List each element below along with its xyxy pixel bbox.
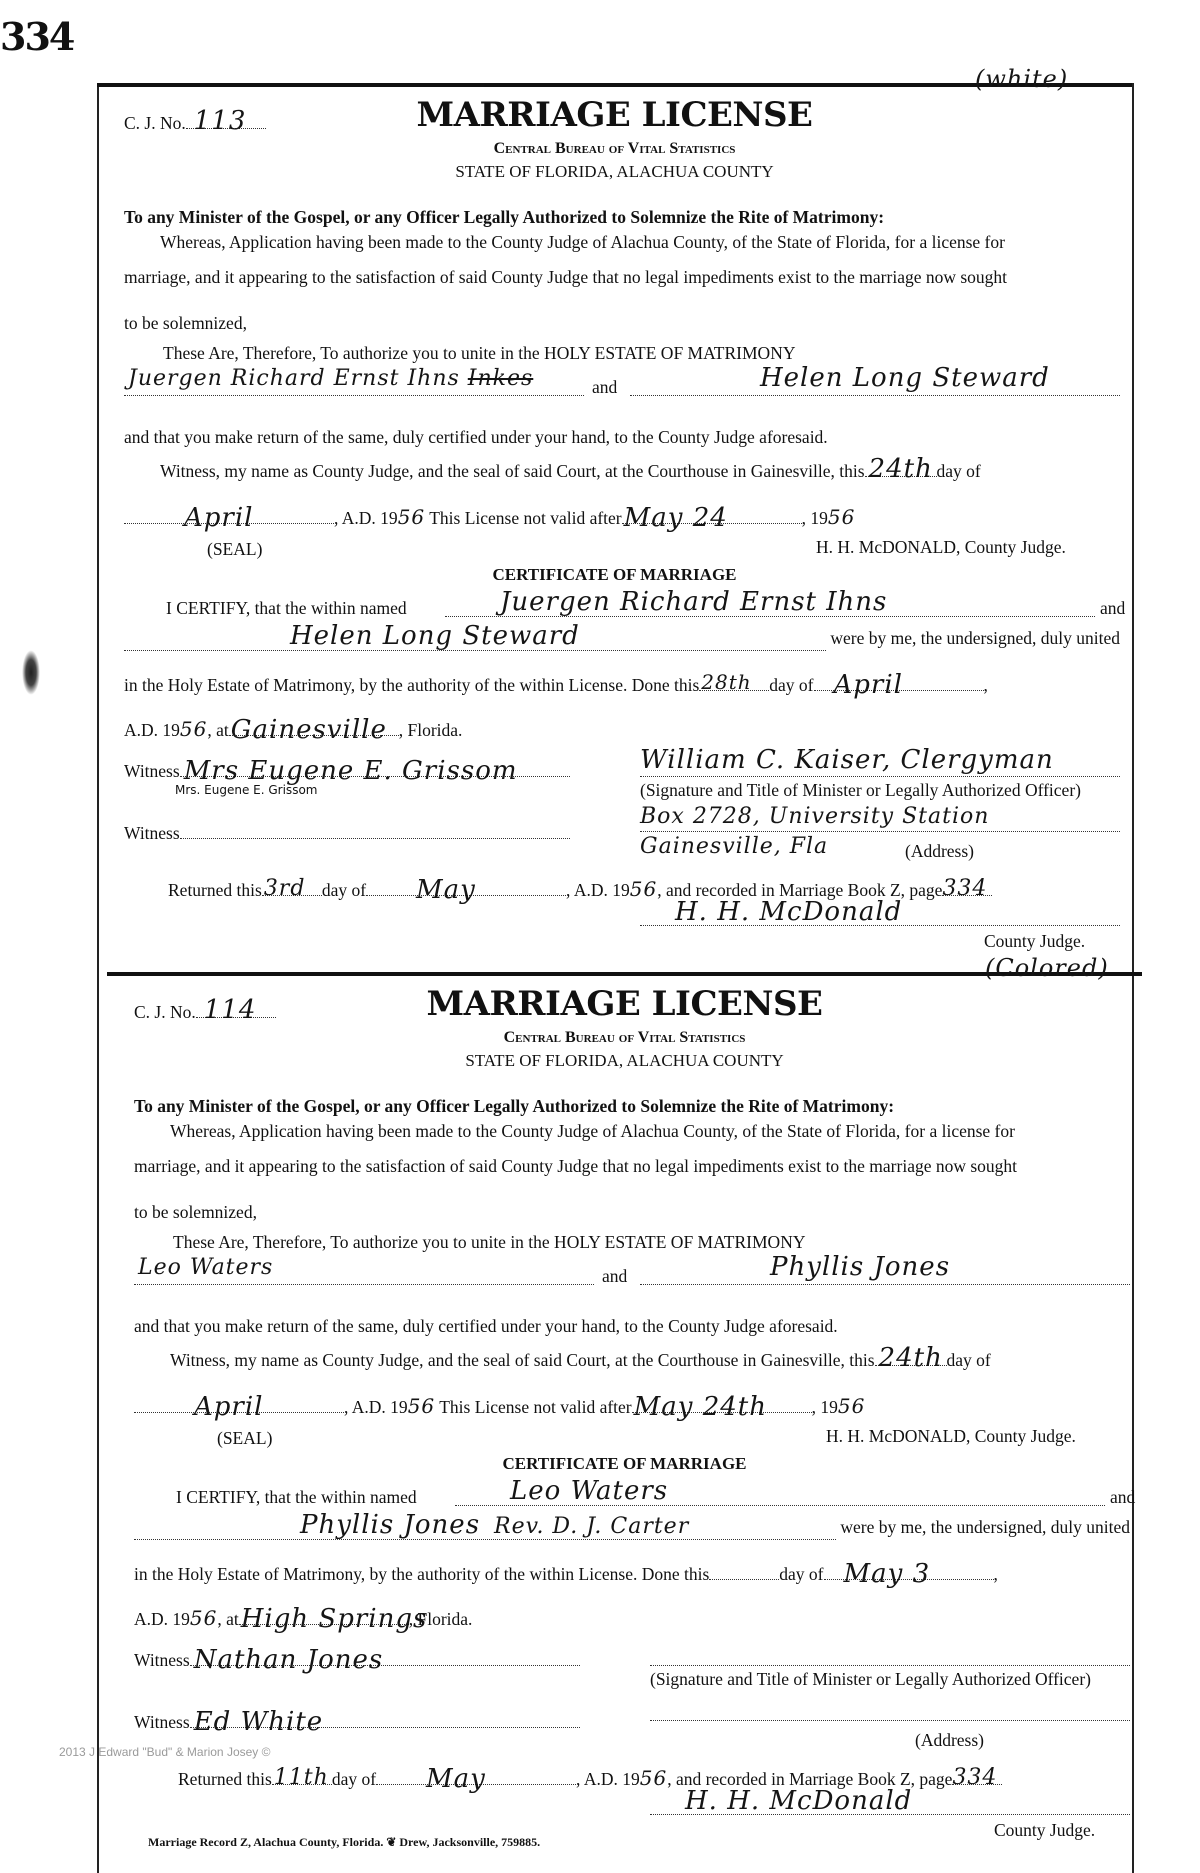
cert-bride-row xyxy=(134,1512,1130,1540)
place: Gainesville xyxy=(230,715,387,745)
and-label-2: and xyxy=(1110,1487,1136,1507)
form-footer: Marriage Record Z, Alachua County, Florida. ❦ Drew, Jacksonville, 759885. xyxy=(148,1835,541,1849)
returned-year: 56 xyxy=(629,877,658,901)
form-text: Returned this xyxy=(178,1769,272,1789)
state-county-line: STATE OF FLORIDA, ALACHUA COUNTY xyxy=(455,162,774,181)
whereas-line-3: to be solemnized, xyxy=(124,313,247,333)
book-page: 334 xyxy=(952,1765,998,1790)
bride-name: Helen Long Steward xyxy=(760,363,1050,393)
certificate-title: CERTIFICATE OF MARRIAGE xyxy=(502,1454,747,1473)
groom-name: Juergen Richard Ernst Ihns xyxy=(128,366,460,391)
place-line xyxy=(124,715,463,745)
form-text: , 19 xyxy=(801,508,828,528)
form-text: day of xyxy=(779,1564,824,1584)
returned-year: 56 xyxy=(639,1766,668,1790)
authorize-line: These Are, Therefore, To authorize you to unite in the HOLY ESTATE OF MATRIMONY xyxy=(163,343,796,363)
done-year: 56 xyxy=(189,1606,218,1630)
judge-printed-name: H. H. McDONALD, County Judge. xyxy=(826,1426,1076,1446)
fill-line xyxy=(709,1579,779,1580)
address-line xyxy=(640,831,1120,832)
seal-label: (SEAL) xyxy=(217,1428,273,1448)
judge-printed-name: H. H. McDONALD, County Judge. xyxy=(816,537,1066,557)
cert-groom-name: Leo Waters xyxy=(510,1476,669,1506)
race-note: (white) xyxy=(975,65,1069,93)
signature-caption: (Signature and Title of Minister or Legally Authorized Officer) xyxy=(650,1669,1091,1689)
book-page: 334 xyxy=(942,876,988,901)
valid-year: 56 xyxy=(827,505,856,529)
form-text: Witness xyxy=(124,823,180,843)
groom-row xyxy=(138,1256,281,1279)
judge-signature: H. H. McDonald xyxy=(685,1786,913,1816)
address-caption: (Address) xyxy=(915,1730,985,1750)
certificate-title: CERTIFICATE OF MARRIAGE xyxy=(492,565,737,584)
issue-month: April xyxy=(194,1392,264,1422)
witness-judge-line xyxy=(160,454,981,484)
valid-until: May 24 xyxy=(623,503,728,533)
witness-1-signature: Mrs Eugene E. Grissom xyxy=(183,756,518,786)
fill-line xyxy=(622,503,802,533)
bride-name: Phyllis Jones xyxy=(770,1252,951,1282)
form-text: A.D. 19 xyxy=(134,1609,190,1629)
witness-2-label xyxy=(124,823,570,843)
valid-year: 56 xyxy=(837,1394,866,1418)
bride-line xyxy=(640,1284,1130,1285)
cj-number: 113 xyxy=(193,106,247,136)
form-text: This License not valid after xyxy=(439,1397,632,1417)
officiant-inline: Rev. D. J. Carter xyxy=(494,1514,690,1539)
cert-groom-name: Juergen Richard Ernst Ihns xyxy=(500,587,888,617)
form-text: This License not valid after xyxy=(429,508,622,528)
cert-bride-line xyxy=(134,1512,836,1540)
form-text: , at xyxy=(207,720,229,740)
copyright-watermark: 2013 J Edward "Bud" & Marion Josey © xyxy=(59,1745,271,1759)
holy-estate-line: in the Holy Estate of Matrimony, by the authority of the within License. Done this 28th day of April , xyxy=(124,670,988,700)
form-text: Witness xyxy=(134,1650,190,1670)
groom-row xyxy=(128,367,533,390)
cert-bride-row xyxy=(124,623,1120,651)
groom-struck-name: Inkes xyxy=(467,366,534,391)
issue-day: 24th xyxy=(878,1343,943,1373)
race-note: (Colored) xyxy=(985,954,1109,982)
officiant-signature: William C. Kaiser, Clergyman xyxy=(640,745,1054,775)
seal-label: (SEAL) xyxy=(207,539,263,559)
cj-number: 114 xyxy=(203,995,257,1025)
form-text: , 19 xyxy=(811,1397,838,1417)
county-judge-label: County Judge. xyxy=(984,931,1086,951)
groom-name: Leo Waters xyxy=(138,1255,274,1280)
issue-year: 56 xyxy=(397,505,426,529)
form-text: , Florida. xyxy=(408,1609,473,1629)
form-text: , and recorded in Marriage Book Z, page xyxy=(657,880,943,900)
form-text: in the Holy Estate of Matrimony, by the authority of the within License. Done this xyxy=(124,675,700,695)
and-label: and xyxy=(592,377,618,397)
form-text: , Florida. xyxy=(398,720,463,740)
bride-line xyxy=(630,395,1120,396)
form-text: Witness xyxy=(124,761,180,781)
return-line: and that you make return of the same, duly certified under your hand, to the County Judge aforesaid. xyxy=(124,427,828,447)
form-text: C. J. No. xyxy=(124,113,186,133)
groom-line xyxy=(134,1284,594,1285)
witness-2-label xyxy=(134,1707,580,1737)
page-number: 334 xyxy=(0,14,74,59)
fill-line xyxy=(239,1604,428,1634)
form-text: Returned this xyxy=(168,880,262,900)
marriage-license-section xyxy=(10,954,1200,1862)
witness-1-signature: Nathan Jones xyxy=(193,1645,384,1675)
form-text: , A.D. 19 xyxy=(344,1397,408,1417)
form-text: A.D. 19 xyxy=(124,720,180,740)
fill-line xyxy=(124,503,334,533)
valid-until: May 24th xyxy=(633,1392,767,1422)
license-title: MARRIAGE LICENSE xyxy=(416,95,813,135)
witness-judge-line xyxy=(170,1343,991,1373)
whereas-line-2: marriage, and it appearing to the satisfaction of said County Judge that no legal impediments exist to the marriage now sought xyxy=(124,267,1008,287)
form-text: C. J. No. xyxy=(134,1002,196,1022)
place-line xyxy=(134,1604,473,1634)
done-month: April xyxy=(833,670,903,700)
certify-label: I CERTIFY, that the within named xyxy=(166,598,407,618)
officiant-address-2: Gainesville, Fla xyxy=(640,834,829,859)
witness-1-label xyxy=(124,756,570,786)
fill-line xyxy=(875,1343,947,1373)
fill-line xyxy=(942,876,992,901)
form-text: in the Holy Estate of Matrimony, by the authority of the within License. Done this xyxy=(134,1564,710,1584)
fill-line xyxy=(229,715,399,745)
signature-caption: (Signature and Title of Minister or Legally Authorized Officer) xyxy=(640,780,1081,800)
return-line: and that you make return of the same, duly certified under your hand, to the County Judge aforesaid. xyxy=(134,1316,838,1336)
judge-signature: H. H. McDonald xyxy=(675,897,903,927)
returned-month: May xyxy=(426,1764,486,1794)
cert-bride-line xyxy=(124,623,826,651)
whereas-line-2: marriage, and it appearing to the satisfaction of said County Judge that no legal impediments exist to the marriage now sought xyxy=(134,1156,1018,1176)
fill-line xyxy=(865,454,937,484)
form-text: day of xyxy=(321,880,367,900)
fill-line xyxy=(190,1645,580,1675)
form-text: , at xyxy=(217,1609,239,1629)
witness-2-signature: Ed White xyxy=(193,1707,324,1737)
done-year: 56 xyxy=(179,717,208,741)
address-caption: (Address) xyxy=(905,841,975,861)
fill-line xyxy=(262,876,322,901)
issue-month: April xyxy=(184,503,254,533)
officiant-signature-line xyxy=(650,1665,1130,1666)
cert-bride-name: Helen Long Steward xyxy=(290,621,580,651)
form-text: day of xyxy=(769,675,814,695)
fill-line xyxy=(376,1764,576,1794)
fill-line xyxy=(190,1707,580,1737)
fill-line xyxy=(366,875,566,905)
witness-1-label xyxy=(134,1645,580,1675)
fill-line xyxy=(180,838,570,839)
whereas-line-1: Whereas, Application having been made to the County Judge of Alachua County, of the State of Florida, for a license for xyxy=(160,232,1005,252)
cert-bride-name: Phyllis Jones xyxy=(300,1510,481,1540)
bureau-line: Central Bureau of Vital Statistics xyxy=(503,1029,746,1046)
address-line xyxy=(650,1720,1130,1721)
witness-1-printed: Mrs. Eugene E. Grissom xyxy=(175,783,318,797)
officiant-address-1: Box 2728, University Station xyxy=(640,804,990,829)
returned-month: May xyxy=(416,875,476,905)
form-text: Witness, my name as County Judge, and the seal of said Court, at the Courthouse in Gainesville, this xyxy=(170,1350,875,1370)
county-judge-label: County Judge. xyxy=(994,1820,1096,1840)
authorize-line: These Are, Therefore, To authorize you to unite in the HOLY ESTATE OF MATRIMONY xyxy=(173,1232,806,1252)
form-text: , A.D. 19 xyxy=(334,508,398,528)
form-text: , and recorded in Marriage Book Z, page xyxy=(667,1769,953,1789)
marriage-license-section xyxy=(0,65,1200,973)
whereas-line-3: to be solemnized, xyxy=(134,1202,257,1222)
done-month: May 3 xyxy=(843,1559,931,1589)
fill-line xyxy=(134,1392,344,1422)
fill-line xyxy=(952,1765,1002,1790)
fill-line xyxy=(632,1392,812,1422)
groom-line xyxy=(124,395,584,396)
officiant-signature-line xyxy=(640,776,1120,777)
form-text: , A.D. 19 xyxy=(566,880,630,900)
form-text: day of xyxy=(331,1769,377,1789)
form-text: , A.D. 19 xyxy=(576,1769,640,1789)
salutation: To any Minister of the Gospel, or any Officer Legally Authorized to Solemnize the Rite of Matrimony: xyxy=(124,207,885,227)
fill-line xyxy=(814,670,984,700)
holy-estate-line: in the Holy Estate of Matrimony, by the authority of the within License. Done this day of May 3 , xyxy=(134,1559,998,1589)
united-label: were by me, the undersigned, duly united xyxy=(840,1517,1130,1537)
and-label-2: and xyxy=(1100,598,1126,618)
whereas-line-1: Whereas, Application having been made to the County Judge of Alachua County, of the State of Florida, for a license for xyxy=(170,1121,1015,1141)
issue-day: 24th xyxy=(868,454,933,484)
state-county-line: STATE OF FLORIDA, ALACHUA COUNTY xyxy=(465,1051,784,1070)
issue-year: 56 xyxy=(407,1394,436,1418)
form-text: day of xyxy=(946,1350,991,1370)
issue-date-line xyxy=(124,503,856,533)
form-text: day of xyxy=(936,461,981,481)
fill-line xyxy=(824,1559,994,1589)
and-label: and xyxy=(602,1266,628,1286)
done-day: 28th xyxy=(701,670,752,694)
fill-line xyxy=(699,670,769,694)
bureau-line: Central Bureau of Vital Statistics xyxy=(493,140,736,157)
form-text: Witness, my name as County Judge, and the seal of said Court, at the Courthouse in Gainesville, this xyxy=(160,461,865,481)
united-label: were by me, the undersigned, duly united xyxy=(830,628,1120,648)
issue-date-line xyxy=(134,1392,866,1422)
place: High Springs xyxy=(240,1604,428,1634)
form-text: Witness xyxy=(134,1712,190,1732)
fill-line xyxy=(272,1765,332,1790)
fill-line xyxy=(180,756,570,786)
returned-day: 11th xyxy=(273,1765,329,1790)
license-title: MARRIAGE LICENSE xyxy=(426,984,823,1024)
returned-day: 3rd xyxy=(263,876,306,901)
certify-label: I CERTIFY, that the within named xyxy=(176,1487,417,1507)
salutation: To any Minister of the Gospel, or any Officer Legally Authorized to Solemnize the Rite of Matrimony: xyxy=(134,1096,895,1116)
